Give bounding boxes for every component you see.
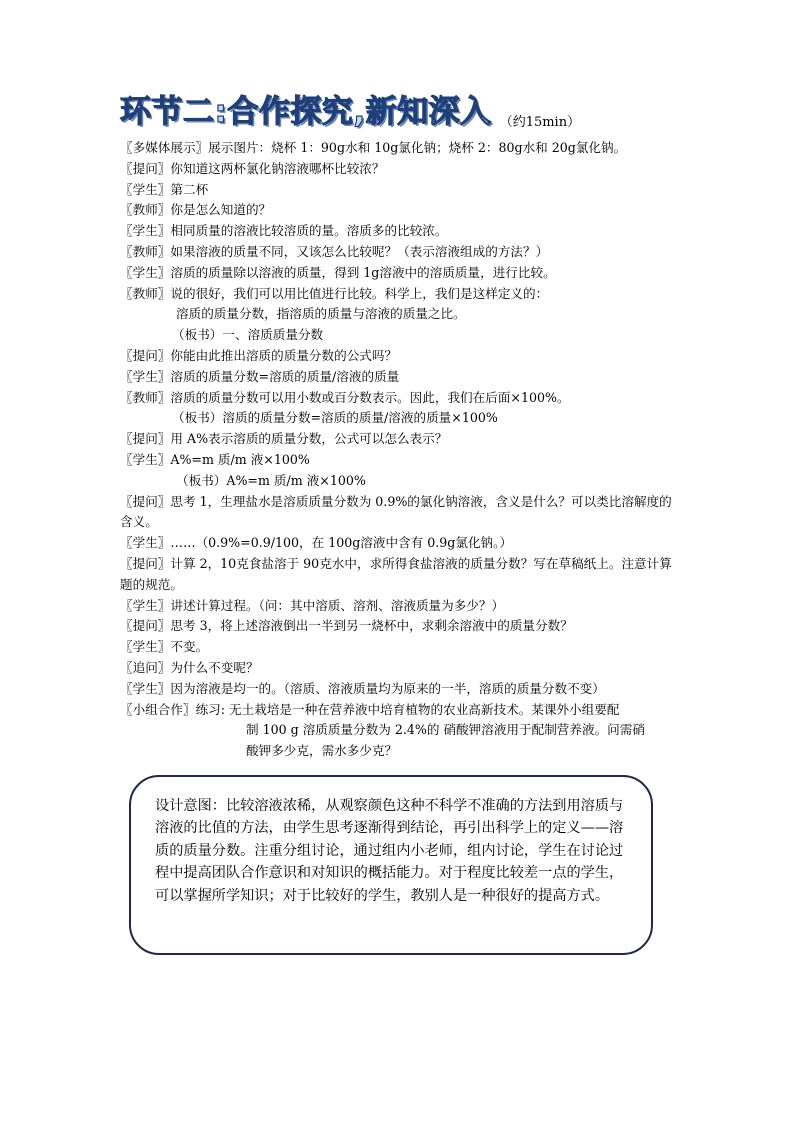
design-intent-box bbox=[129, 775, 653, 955]
practice-text: 无土栽培是一种在营养液中培育植物的农业高新技术。某课外小组要配 bbox=[225, 701, 620, 717]
blackboard-line: （板书）A%=m 质/m 液×100% bbox=[176, 472, 366, 488]
dialogue-line: 〖提问〗你知道这两杯氯化钠溶液哪杯比较浓？ bbox=[120, 160, 385, 176]
dialogue-line: 〖学生〗……（0.9%=0.9/100，在 100g溶液中含有 0.9g氯化钠。） bbox=[120, 535, 513, 551]
dialogue-line: 〖追问〗为什么不变呢？ bbox=[120, 659, 259, 675]
dialogue-line: 〖提问〗你能由此推出溶质的质量分数的公式吗？ bbox=[120, 347, 398, 363]
dialogue-line: 〖提问〗计算 2，10克食盐溶于 90克水中，求所得食盐溶液的质量分数？写在草稿纸上。注意计算题的规范。 bbox=[120, 555, 672, 592]
practice-tag: 〖小组合作〗练习: bbox=[120, 701, 225, 717]
blackboard-line: （板书）一、溶质质量分数 bbox=[172, 327, 324, 343]
dialogue-line: 〖提问〗思考 1，生理盐水是溶质质量分数为 0.9%的氯化钠溶液，含义是什么？可以类比溶解度的含义。 bbox=[120, 493, 672, 530]
dialogue-line: 〖教师〗溶质的质量分数可以用小数或百分数表示。因此，我们在后面×100%。 bbox=[120, 389, 570, 405]
definition-line: 溶质的质量分数，指溶质的质量与溶液的质量之比。 bbox=[176, 306, 466, 322]
dialogue-line: 〖提问〗思考 3，将上述溶液倒出一半到另一烧杯中，求剩余溶液中的质量分数？ bbox=[120, 618, 573, 634]
dialogue-line: 〖教师〗如果溶液的质量不同，又该怎么比较呢？（表示溶液组成的方法？） bbox=[120, 243, 549, 259]
practice-line: 酸钾多少克，需水多少克？ bbox=[246, 743, 398, 759]
blackboard-line: （板书）溶质的质量分数=溶质的质量/溶液的质量×100% bbox=[172, 410, 498, 426]
section-duration: （约15min） bbox=[499, 115, 581, 130]
dialogue-line: 〖多媒体展示〗展示图片：烧杯 1：90g水和 10g氯化钠；烧杯 2：80g水和 20g氯化钠。 bbox=[120, 140, 627, 155]
dialogue-line: 〖学生〗因为溶液是均一的。（溶质、溶液质量均为原来的一半，溶质的质量分数不变） bbox=[120, 680, 605, 696]
dialogue-line: 〖教师〗你是怎么知道的？ bbox=[120, 202, 272, 218]
dialogue-line: 〖教师〗说的很好，我们可以用比值进行比较。科学上，我们是这样定义的： bbox=[120, 285, 549, 301]
dialogue-line: 〖提问〗用 A%表示溶质的质量分数，公式可以怎么表示？ bbox=[120, 431, 448, 447]
dialogue-body bbox=[120, 138, 680, 762]
design-intent-text: 设计意图：比较溶液浓稀，从观察颜色这种不科学不准确的方法到用溶质与溶液的比值的方法，由学生思考逐渐得到结论，再引出科学上的定义——溶质的质量分数。注重分组讨论，通过组内小老师，组内讨论，学生在讨论过程中提高团队合作意识和对知识的概括能力。对于程度比较差一点的学生，可以掌握所学知识；对于比较好的学生，教别人是一种很好的提高方式。 bbox=[155, 798, 624, 904]
dialogue-line: 〖学生〗讲述计算过程。（问：其中溶质、溶剂、溶液质量为多少？） bbox=[120, 597, 505, 613]
practice-line bbox=[120, 700, 680, 721]
dialogue-line: 〖学生〗不变。 bbox=[120, 639, 209, 655]
dialogue-line: 〖学生〗溶质的质量除以溶液的质量，得到 1g溶液中的溶质质量，进行比较。 bbox=[120, 264, 556, 280]
dialogue-line: 〖学生〗第二杯 bbox=[120, 181, 209, 197]
dialogue-line: 〖学生〗A%=m 质/m 液×100% bbox=[120, 451, 310, 467]
dialogue-line: 〖学生〗相同质量的溶液比较溶质的量。溶质多的比较浓。 bbox=[120, 223, 448, 239]
practice-line: 制 100 g 溶质质量分数为 2.4%的 硝酸钾溶液用于配制营养液。问需硝 bbox=[246, 722, 645, 738]
dialogue-line: 〖学生〗溶质的质量分数=溶质的质量/溶液的质量 bbox=[120, 368, 400, 384]
section-heading bbox=[120, 92, 580, 132]
section-title: 环节二:合作探究,新知深入 bbox=[120, 94, 492, 130]
